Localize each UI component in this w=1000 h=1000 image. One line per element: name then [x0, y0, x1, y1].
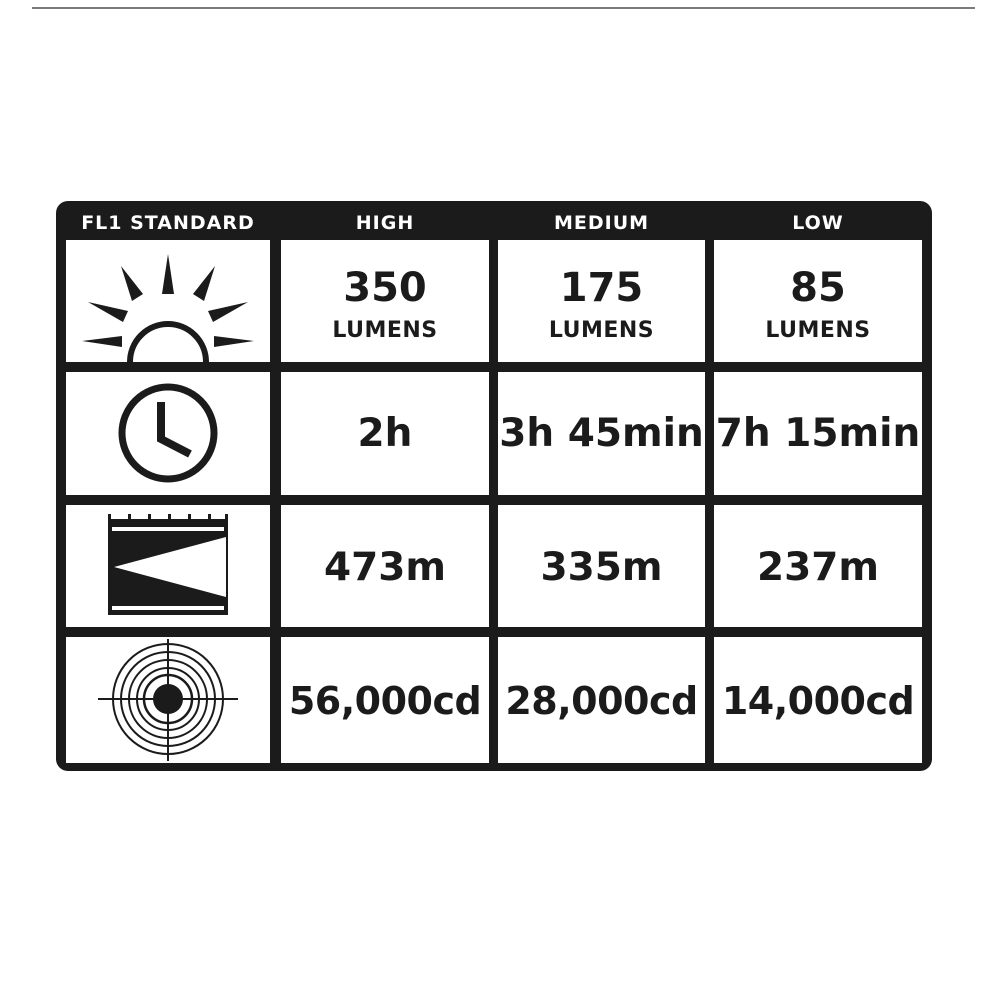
medium-beam-distance-value: 335m — [540, 545, 663, 590]
medium-run-time-value: 3h 45min — [499, 411, 704, 456]
fl1-standard-table — [56, 201, 932, 771]
medium-run-time-cell — [498, 372, 705, 495]
low-lumens-value: 85 — [790, 265, 846, 311]
run-time-icon-cell — [66, 372, 270, 495]
low-beam-distance-cell — [714, 505, 922, 627]
high-lumens-unit: LUMENS — [332, 318, 438, 343]
header-fl1-standard: FL1 STANDARD — [81, 212, 255, 234]
medium-intensity-cell — [498, 637, 705, 763]
high-intensity-cell — [281, 637, 489, 763]
target-peak-beam-intensity-icon — [66, 637, 270, 763]
high-lumens-value: 350 — [343, 265, 427, 311]
high-beam-distance-cell — [281, 505, 489, 627]
high-beam-distance-value: 473m — [323, 545, 447, 590]
light-output-icon-cell — [66, 240, 270, 362]
clock-run-time-icon — [66, 372, 270, 495]
header-high: HIGH — [355, 212, 415, 234]
low-beam-distance-value: 237m — [756, 545, 880, 590]
medium-lumens-value: 175 — [559, 265, 644, 311]
high-intensity-value: 56,000cd — [288, 679, 482, 723]
medium-intensity-value: 28,000cd — [505, 679, 698, 723]
medium-beam-distance-cell — [498, 505, 705, 627]
high-run-time-value: 2h — [357, 411, 413, 456]
medium-lumens-unit: LUMENS — [548, 318, 655, 343]
low-lumens-cell — [714, 240, 922, 362]
header-low: LOW — [792, 212, 844, 234]
beam-distance-icon-cell — [66, 505, 270, 627]
medium-lumens-cell — [498, 240, 705, 362]
low-run-time-value: 7h 15min — [715, 411, 921, 456]
high-run-time-cell — [281, 372, 489, 495]
low-run-time-cell — [714, 372, 922, 495]
sun-light-output-icon — [66, 240, 270, 362]
peak-beam-intensity-icon-cell — [66, 637, 270, 763]
header-medium: MEDIUM — [553, 212, 650, 234]
top-divider-line — [32, 7, 975, 9]
low-lumens-unit: LUMENS — [765, 318, 871, 343]
low-intensity-cell — [714, 637, 922, 763]
beam-distance-icon — [66, 505, 270, 627]
high-lumens-cell — [281, 240, 489, 362]
low-intensity-value: 14,000cd — [721, 679, 915, 723]
